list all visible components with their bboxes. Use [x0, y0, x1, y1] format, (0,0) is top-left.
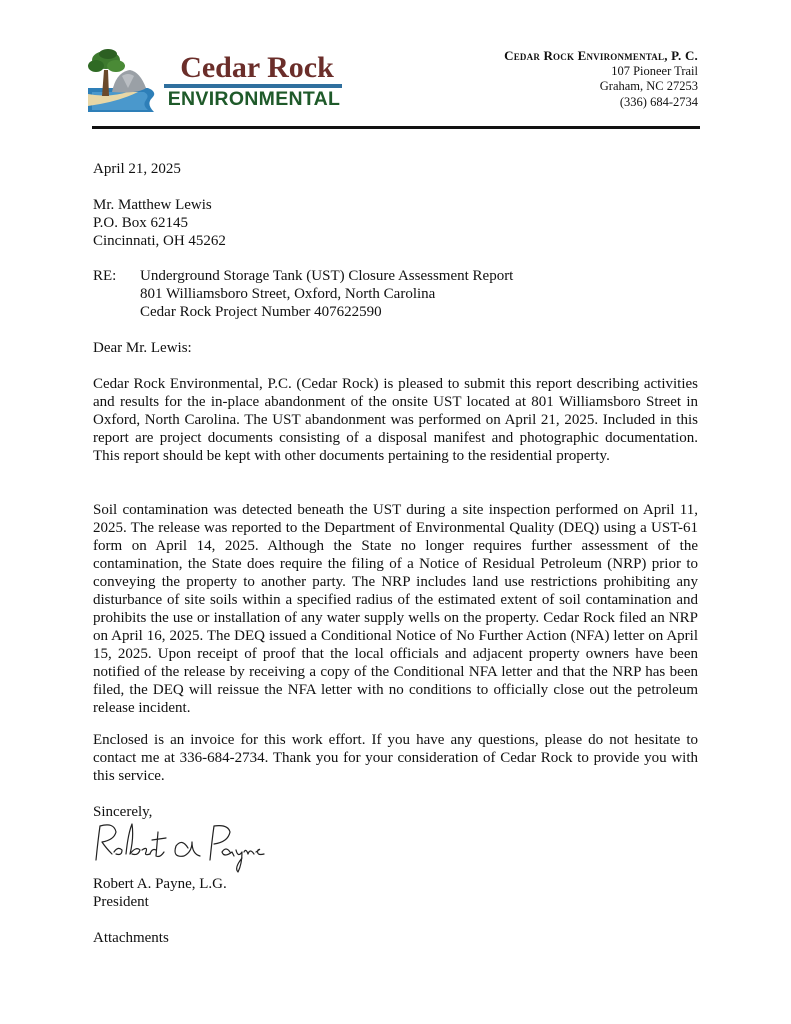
company-name: Cedar Rock Environmental, P. C.	[504, 48, 698, 63]
re-label: RE:	[93, 268, 117, 284]
company-phone: (336) 684-2734	[619, 94, 698, 109]
body-paragraph-3: Enclosed is an invoice for this work effort. If you have any questions, please do not hesitate to contact me at 336-684-2734. Thank you for your consideration of Cedar Rock to provide you with this service.	[93, 732, 698, 784]
signer-name: Robert A. Payne, L.G.	[93, 876, 227, 892]
company-street: 107 Pioneer Trail	[611, 63, 698, 78]
recipient-name: Mr. Matthew Lewis	[93, 197, 212, 213]
signer-block	[93, 875, 698, 911]
closing: Sincerely,	[93, 804, 153, 820]
re-subject-block	[140, 267, 513, 321]
company-logo	[88, 48, 348, 112]
recipient-address-line2: Cincinnati, OH 45262	[93, 233, 226, 249]
body-paragraph-2: Soil contamination was detected beneath the UST during a site inspection performed on April 11, 2025. The release was reported to the Department of Environmental Quality (DEQ) using a UST-61 form on April 14, 2025. Although the State no longer requires further assessment of the contamination, the State does require the filing of a Notice of Residual Petroleum (NRP) prior to conveying the property to another party. The NRP includes land use restrictions prohibiting any disturbance of site soils within a specified radius of the estimated extent of soil contamination and prohibits the use or installation of any water supply wells on the property. Cedar Rock filed an NRP on April 16, 2025. The DEQ issued a Conditional Notice of No Further Action (NFA) letter on April 15, 2025. Upon receipt of proof that the local officials and adjacent property owners have been notified of the release by receiving a copy of the Conditional NFA letter and that the NRP has been filed, the DEQ will reissue the NFA letter with no conditions to officially close out the petroleum release incident.	[93, 502, 698, 716]
body-paragraph-1: Cedar Rock Environmental, P.C. (Cedar Rock) is pleased to submit this report describing activities and results for the in-place abandonment of the onsite UST located at 801 Williamsboro Street in Oxford, North Carolina. The UST abandonment was performed on April 21, 2025. Included in this report are project documents consisting of a disposal manifest and photographic documentation. This report should be kept with other documents pertaining to the residential property.	[93, 376, 698, 464]
company-address-block	[504, 48, 698, 110]
recipient-address-line1: P.O. Box 62145	[93, 215, 189, 231]
enclosure-note: Attachments	[93, 930, 169, 946]
re-line-1: Underground Storage Tank (UST) Closure Assessment Report	[140, 268, 514, 284]
letterhead-divider	[92, 126, 700, 129]
letter-date: April 21, 2025	[93, 161, 181, 177]
tree-rock-water-icon	[88, 48, 162, 112]
re-line-2: 801 Williamsboro Street, Oxford, North Carolina	[140, 286, 436, 302]
re-line-3: Cedar Rock Project Number 407622590	[140, 304, 382, 320]
logo-subtitle: ENVIRONMENTAL	[167, 88, 341, 110]
logo-name: Cedar Rock	[180, 51, 334, 84]
signer-title: President	[93, 894, 149, 910]
salutation: Dear Mr. Lewis:	[93, 340, 192, 356]
recipient-block	[93, 196, 698, 250]
handwritten-signature-icon	[92, 818, 272, 878]
company-city: Graham, NC 27253	[599, 79, 698, 93]
